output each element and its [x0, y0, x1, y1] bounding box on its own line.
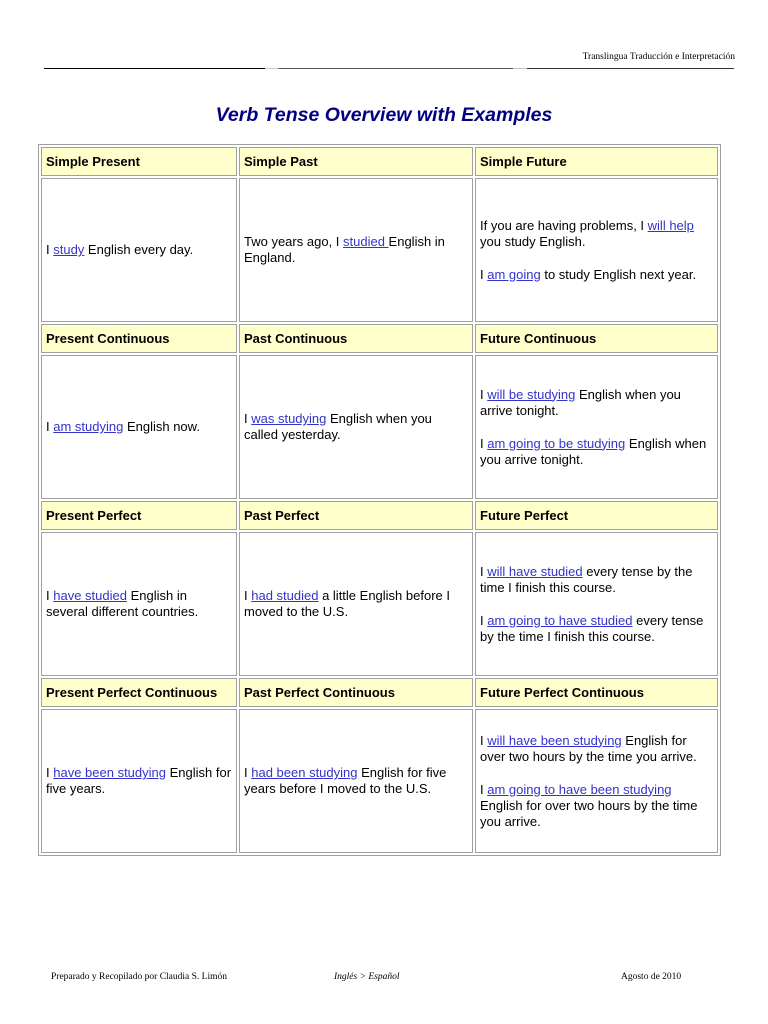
verb-form-link[interactable]: will have been studying: [487, 732, 622, 748]
example-cell: [41, 532, 237, 676]
sentence-text: English when you arrive tonight.: [480, 386, 681, 418]
sentence-text: English now.: [123, 419, 200, 434]
example-cell: [475, 178, 718, 322]
tense-header-row: [41, 678, 718, 707]
header-org-name: Translingua Traducción e Interpretación: [582, 52, 735, 62]
sentence-text: I: [46, 765, 54, 780]
sentence-text: English for five years.: [46, 765, 232, 796]
sentence-text: I: [480, 435, 488, 451]
example-sentence: [480, 387, 713, 419]
sentence-text: I: [46, 588, 54, 603]
tense-header-row: [41, 147, 718, 176]
example-sentence: [46, 765, 232, 797]
tense-example-row: [41, 355, 718, 499]
sentence-text: English in several different countries.: [46, 588, 199, 619]
tense-name-cell: Simple Present: [41, 147, 237, 176]
tense-header-row: [41, 324, 718, 353]
verb-form-link[interactable]: have studied: [53, 588, 127, 603]
document-title: Verb Tense Overview with Examples: [215, 104, 553, 126]
footer-language-pair: Inglés > Español: [334, 972, 400, 982]
sentence-text: I: [46, 242, 54, 257]
sentence-text: I: [480, 266, 488, 282]
example-sentence: [244, 765, 468, 797]
verb-form-link[interactable]: had been studying: [251, 765, 358, 780]
tense-name-cell: Simple Future: [475, 147, 718, 176]
example-sentence: [480, 218, 713, 250]
example-sentence: [46, 242, 232, 258]
sentence-text: English for over two hours by the time you arrive.: [480, 732, 697, 764]
verb-tense-table: [38, 144, 721, 856]
sentence-text: I: [244, 411, 252, 426]
example-sentence: [480, 613, 713, 645]
tense-example-row: [41, 178, 718, 322]
sentence-text: I: [480, 781, 488, 797]
sentence-text: I: [46, 419, 54, 434]
sentence-text: English in England.: [244, 234, 445, 265]
example-sentence: [244, 411, 468, 443]
verb-form-link[interactable]: had studied: [251, 588, 319, 603]
footer-date: Agosto de 2010: [621, 972, 682, 982]
example-sentence: [46, 419, 232, 435]
tense-name-cell: Future Perfect Continuous: [475, 678, 718, 707]
tense-header-row: [41, 501, 718, 530]
sentence-text: English for five years before I moved to the U.S.: [244, 765, 447, 796]
example-sentence: [46, 588, 232, 620]
example-sentence: [480, 436, 713, 468]
verb-form-link[interactable]: will be studying: [487, 386, 576, 402]
example-sentence: [480, 782, 713, 830]
sentence-text: every tense by the time I finish this course.: [480, 563, 693, 595]
tense-example-row: [41, 709, 718, 853]
verb-form-link[interactable]: will help: [647, 217, 694, 233]
verb-form-link[interactable]: am going: [487, 266, 541, 282]
tense-name-cell: Simple Past: [239, 147, 473, 176]
example-cell: [475, 355, 718, 499]
tense-name-cell: Present Perfect Continuous: [41, 678, 237, 707]
sentence-text: every tense by the time I finish this course.: [480, 612, 704, 644]
verb-form-link[interactable]: am going to have been studying: [487, 781, 672, 797]
example-cell: [41, 709, 237, 853]
tense-name-cell: Past Continuous: [239, 324, 473, 353]
sentence-text: you study English.: [480, 233, 586, 249]
tense-name-cell: Present Perfect: [41, 501, 237, 530]
tense-name-cell: Past Perfect: [239, 501, 473, 530]
verb-form-link[interactable]: will have studied: [487, 563, 583, 579]
example-sentence: [480, 267, 713, 283]
verb-form-link[interactable]: have been studying: [53, 765, 166, 780]
tense-name-cell: Present Continuous: [41, 324, 237, 353]
verb-form-link[interactable]: am going to be studying: [487, 435, 626, 451]
verb-form-link[interactable]: was studying: [251, 411, 327, 426]
example-sentence: [480, 564, 713, 596]
example-cell: [239, 355, 473, 499]
tense-name-cell: Future Perfect: [475, 501, 718, 530]
example-cell: [475, 532, 718, 676]
example-cell: [239, 532, 473, 676]
verb-form-link[interactable]: study: [53, 242, 85, 257]
sentence-text: Two years ago, I: [244, 234, 343, 249]
sentence-text: a little English before I moved to the U.S.: [244, 588, 450, 619]
sentence-text: to study English next year.: [540, 266, 697, 282]
sentence-text: English when you arrive tonight.: [480, 435, 707, 467]
sentence-text: I: [244, 588, 252, 603]
sentence-text: English when you called yesterday.: [244, 411, 432, 442]
tense-name-cell: Future Continuous: [475, 324, 718, 353]
header-rule: [44, 68, 734, 69]
sentence-text: I: [480, 563, 488, 579]
tense-name-cell: Past Perfect Continuous: [239, 678, 473, 707]
example-sentence: [244, 588, 468, 620]
example-cell: [239, 178, 473, 322]
example-sentence: [244, 234, 468, 266]
example-cell: [475, 709, 718, 853]
sentence-text: I: [480, 386, 488, 402]
sentence-text: I: [244, 765, 252, 780]
example-sentence: [480, 733, 713, 765]
sentence-text: I: [480, 732, 488, 748]
sentence-text: If you are having problems, I: [480, 217, 648, 233]
verb-form-link[interactable]: studied: [343, 234, 389, 249]
sentence-text: English every day.: [84, 242, 194, 257]
sentence-text: I: [480, 612, 488, 628]
verb-form-link[interactable]: am studying: [53, 419, 124, 434]
example-cell: [41, 178, 237, 322]
verb-form-link[interactable]: am going to have studied: [487, 612, 633, 628]
footer-author: Preparado y Recopilado por Claudia S. Limón: [51, 972, 227, 982]
sentence-text: English for over two hours by the time you arrive.: [480, 797, 698, 829]
tense-example-row: [41, 532, 718, 676]
example-cell: [239, 709, 473, 853]
example-cell: [41, 355, 237, 499]
